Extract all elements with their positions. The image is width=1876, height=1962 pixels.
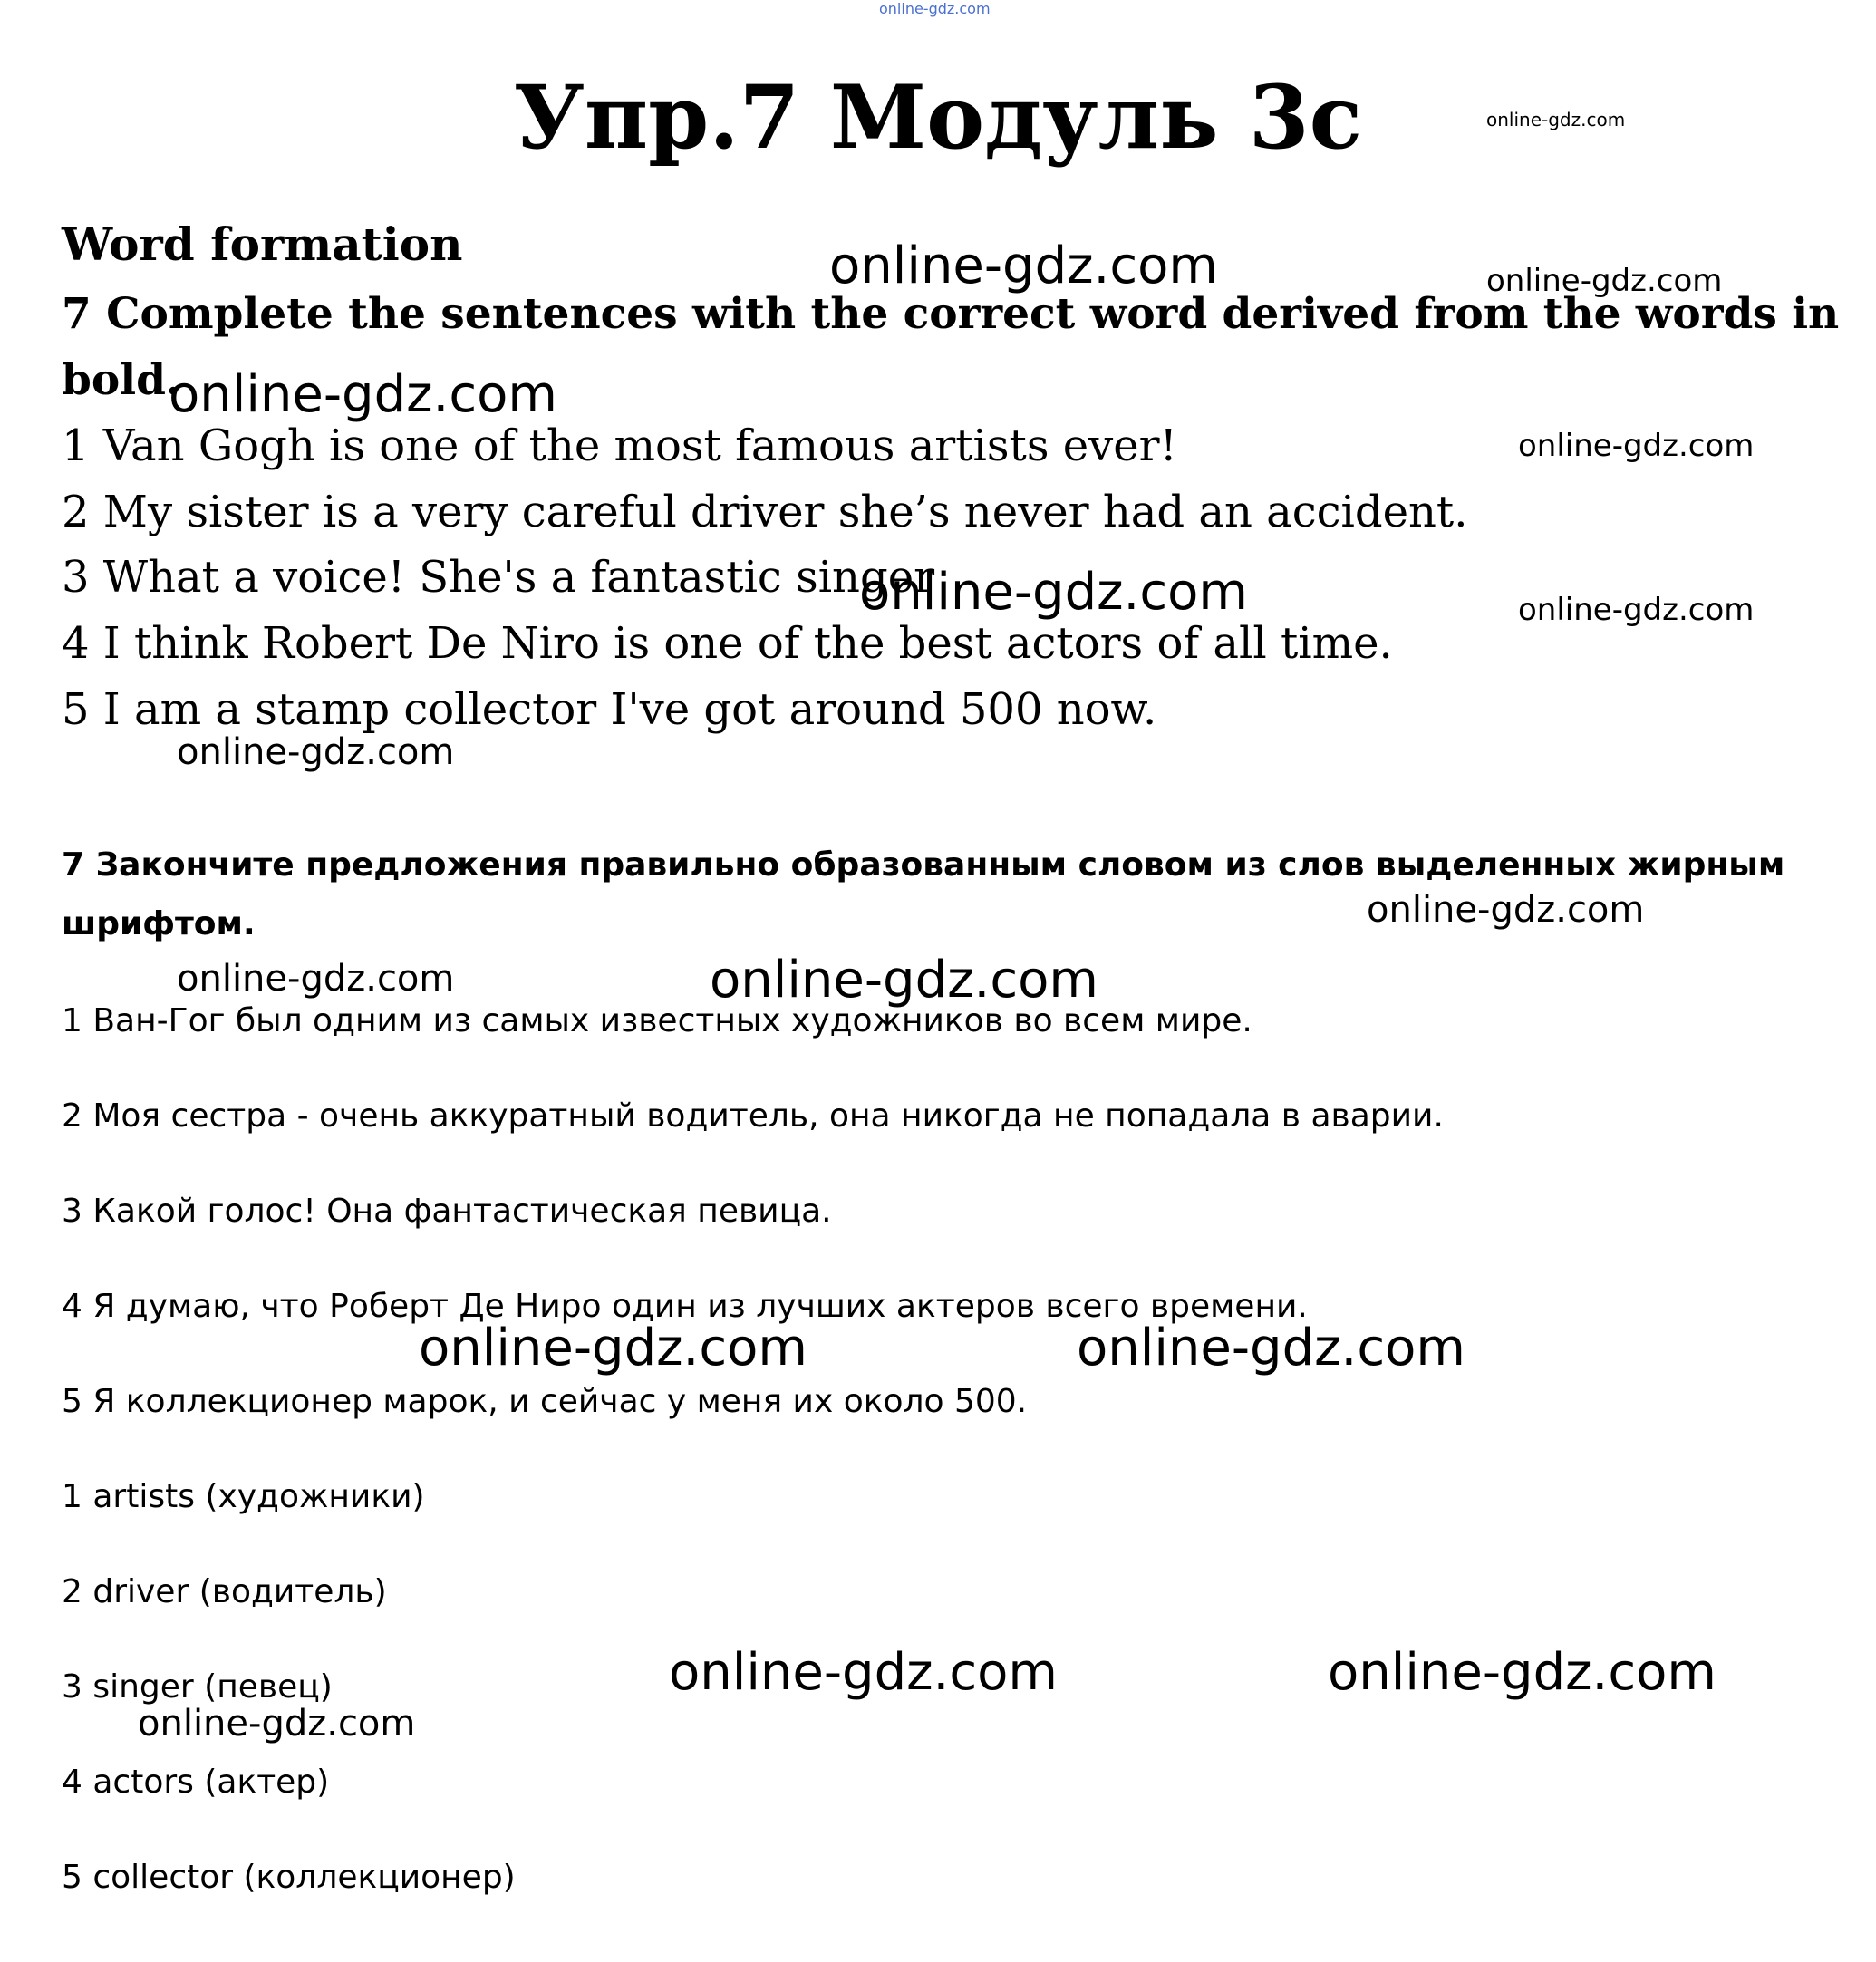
watermark: online-gdz.com [419, 1319, 807, 1377]
watermark: online-gdz.com [669, 1643, 1058, 1702]
watermark: online-gdz.com [169, 365, 557, 424]
watermark: online-gdz.com [177, 958, 455, 1000]
answer-2: 2 driver (водитель) [62, 1573, 387, 1610]
watermark: online-gdz.com [829, 237, 1218, 295]
watermark: online-gdz.com [1518, 428, 1755, 464]
sentence-en-5: 5 I am a stamp collector I've got around 500 now. [62, 684, 1157, 735]
sentence-en-3: 3 What a voice! She's a fantastic singer [62, 552, 935, 603]
watermark: online-gdz.com [710, 951, 1098, 1010]
sentence-ru-2: 2 Моя сестра - очень аккуратный водитель, она никогда не попадала в аварии. [62, 1097, 1444, 1135]
watermark: online-gdz.com [138, 1703, 416, 1745]
watermark: online-gdz.com [1518, 592, 1755, 628]
sentence-ru-3: 3 Какой голос! Она фантастическая певица. [62, 1193, 832, 1230]
answer-1: 1 artists (художники) [62, 1478, 425, 1515]
sentence-ru-4: 4 Я думаю, что Роберт Де Ниро один из лучших актеров всего времени. [62, 1288, 1308, 1325]
section-heading: Word formation [62, 217, 463, 271]
sentence-ru-5: 5 Я коллекционер марок, и сейчас у меня их около 500. [62, 1383, 1028, 1420]
watermark-top: online-gdz.com [879, 0, 991, 17]
watermark: online-gdz.com [1486, 263, 1723, 299]
sentence-en-2: 2 My sister is a very careful driver she’s never had an accident. [62, 487, 1468, 537]
sentence-en-1: 1 Van Gogh is one of the most famous artists ever! [62, 420, 1177, 471]
page-title: Упр.7 Модуль 3с [513, 66, 1363, 169]
answer-4: 4 actors (актер) [62, 1764, 330, 1801]
watermark: online-gdz.com [1328, 1643, 1716, 1702]
instruction-ru-line-2: шрифтом. [62, 905, 256, 942]
watermark: online-gdz.com [859, 563, 1248, 622]
watermark: online-gdz.com [177, 731, 455, 773]
watermark: online-gdz.com [1486, 109, 1626, 130]
answer-5: 5 collector (коллекционер) [62, 1859, 516, 1896]
instruction-en-line-1: 7 Complete the sentences with the correct word derived from the words in [62, 289, 1840, 339]
instruction-en-line-2: bold. [62, 355, 181, 405]
watermark: online-gdz.com [1367, 889, 1645, 931]
instruction-ru-line-1: 7 Закончите предложения правильно образованным словом из слов выделенных жирным [62, 846, 1785, 884]
sentence-en-4: 4 I think Robert De Niro is one of the best actors of all time. [62, 618, 1393, 669]
answer-3: 3 singer (певец) [62, 1668, 333, 1706]
sentence-ru-1: 1 Ван-Гог был одним из самых известных художников во всем мире. [62, 1002, 1252, 1039]
watermark: online-gdz.com [1077, 1319, 1465, 1377]
